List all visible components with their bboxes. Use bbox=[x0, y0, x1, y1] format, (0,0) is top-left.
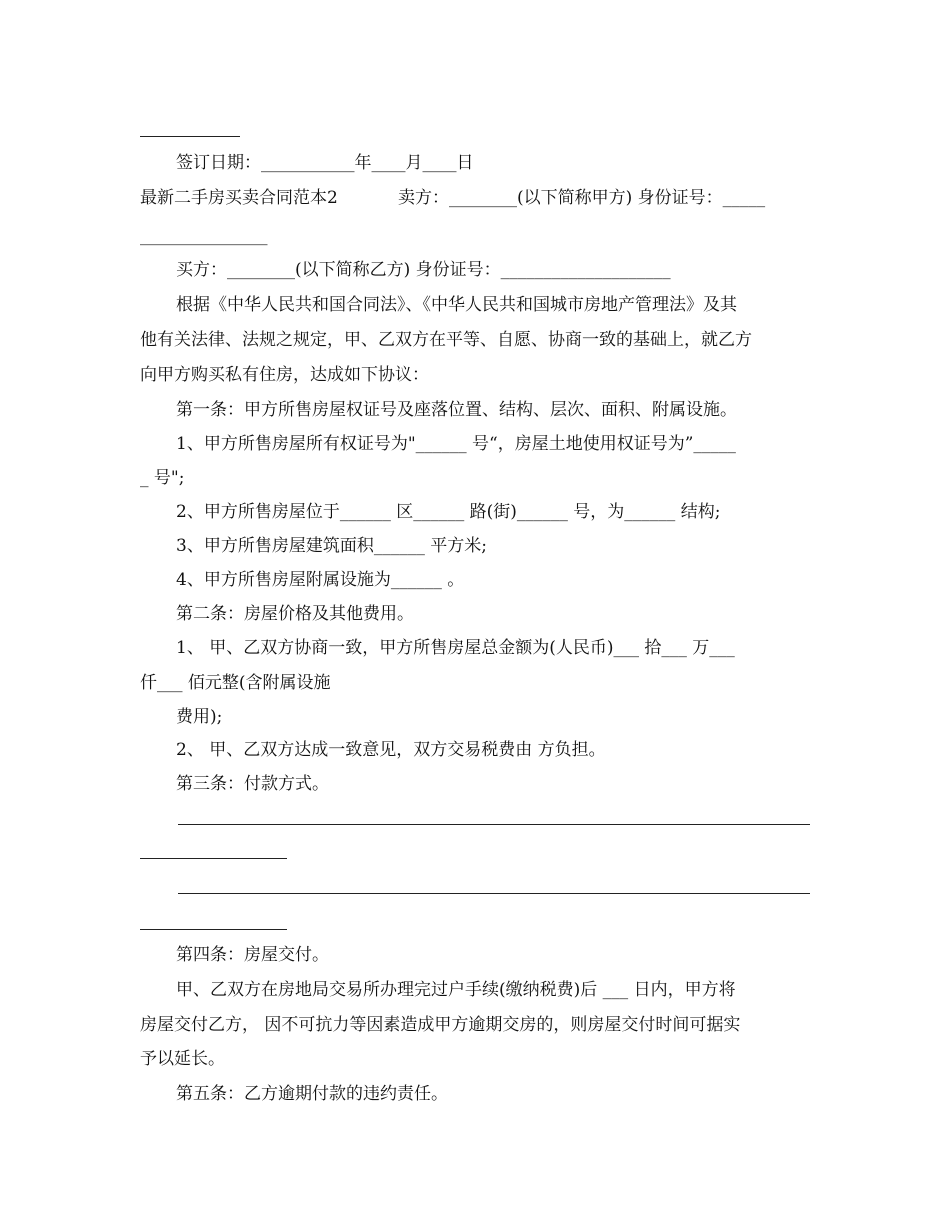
top-blank-line bbox=[140, 136, 240, 137]
payment-blank-line-2-continued bbox=[140, 929, 287, 930]
article-2-item-1: 1、 甲、乙双方协商一致，甲方所售房屋总金额为(人民币)___ 拾___ 万___ bbox=[176, 638, 735, 658]
preamble-line-2: 他有关法律、法规之规定，甲、乙双方在平等、自愿、协商一致的基础上，就乙方 bbox=[140, 330, 752, 350]
preamble-line-1: 根据《中华人民共和国合同法》、《中华人民共和国城市房地产管理法》及其 bbox=[176, 295, 737, 315]
payment-blank-line-1 bbox=[178, 824, 810, 825]
article-3-heading: 第三条：付款方式。 bbox=[176, 774, 329, 794]
article-1-item-3: 3、甲方所售房屋建筑面积______ 平方米; bbox=[176, 536, 487, 556]
article-4-text-1: 甲、乙双方在房地局交易所办理完过户手续(缴纳税费)后 ___ 日内，甲方将 bbox=[176, 980, 736, 1000]
article-1-heading: 第一条：甲方所售房屋权证号及座落位置、结构、层次、面积、附属设施。 bbox=[176, 400, 737, 420]
seller-line-continued: _______________ bbox=[140, 226, 268, 246]
article-4-heading: 第四条：房屋交付。 bbox=[176, 945, 329, 965]
article-2-heading: 第二条：房屋价格及其他费用。 bbox=[176, 604, 414, 624]
payment-blank-line-1-continued bbox=[140, 858, 287, 859]
article-1-item-2: 2、甲方所售房屋位于______ 区______ 路(街)______ 号，为______ 结构; bbox=[176, 502, 721, 522]
signing-date-line: 签订日期：___________年____月____日 bbox=[176, 153, 474, 173]
article-2-item-1-continued: 仟___ 佰元整(含附属设施 bbox=[140, 673, 331, 693]
article-5-heading: 第五条：乙方逾期付款的违约责任。 bbox=[176, 1084, 448, 1104]
payment-blank-line-2 bbox=[178, 893, 810, 894]
contract-title: 最新二手房买卖合同范本2 bbox=[140, 188, 338, 208]
seller-line: 卖方：________(以下简称甲方) 身份证号：_____ bbox=[398, 188, 766, 208]
article-4-text-3: 予以延长。 bbox=[140, 1049, 225, 1069]
article-2-item-2: 2、 甲、乙双方达成一致意见，双方交易税费由 方负担。 bbox=[176, 740, 606, 760]
article-2-item-1-end: 费用); bbox=[176, 707, 223, 727]
article-1-item-1-continued: _ 号"; bbox=[140, 468, 185, 488]
article-1-item-1: 1、甲方所售房屋所有权证号为"______ 号“，房屋土地使用权证号为”_____ bbox=[176, 434, 736, 454]
buyer-line: 买方：________(以下简称乙方) 身份证号：____________________ bbox=[176, 260, 671, 280]
article-1-item-4: 4、甲方所售房屋附属设施为______ 。 bbox=[176, 570, 465, 590]
preamble-line-3: 向甲方购买私有住房，达成如下协议： bbox=[140, 365, 429, 385]
article-4-text-2: 房屋交付乙方， 因不可抗力等因素造成甲方逾期交房的，则房屋交付时间可据实 bbox=[140, 1015, 741, 1035]
